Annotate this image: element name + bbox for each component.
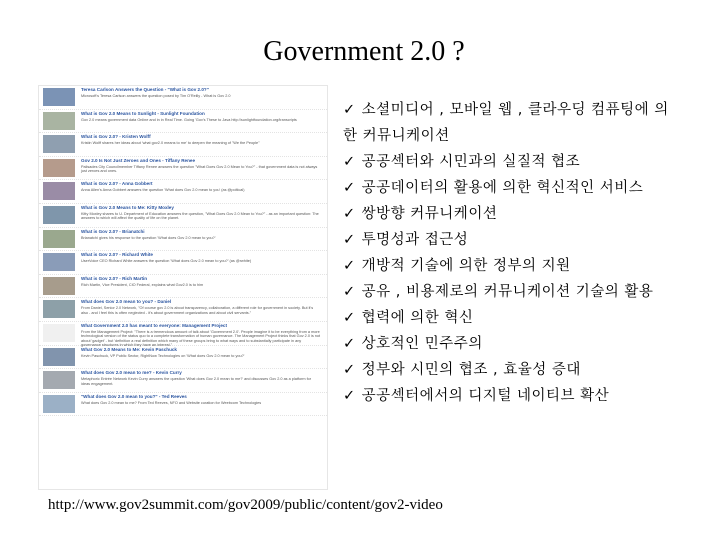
source-url[interactable]: http://www.gov2summit.com/gov2009/public/content/gov2-video — [48, 497, 443, 513]
bullet-item — [343, 227, 683, 253]
video-entry[interactable] — [39, 110, 327, 134]
video-entry[interactable] — [39, 157, 327, 181]
slide-title: Government 2.0 ? — [263, 36, 465, 67]
bullet-text: 공유 , 비용제로의 커뮤니케이션 기술의 활용 — [361, 284, 654, 300]
video-entry[interactable] — [39, 180, 327, 204]
bullet-text: 투명성과 접근성 — [361, 232, 469, 248]
video-entry[interactable] — [39, 228, 327, 252]
checkmark-icon: ✓ — [343, 336, 356, 352]
bullet-item — [343, 97, 683, 149]
video-description: Palisades City Councilmember Tiffany Renee answers the question "What Does Gov 2.0 Mean to You?" - that government data is not always just zeroes and ones. — [81, 164, 318, 174]
bullet-item — [343, 253, 683, 279]
checkmark-icon: ✓ — [343, 388, 356, 404]
video-description: Metaphoric Entrée Network Kevin Curry answers the question 'What does Gov 2.0 mean to me?' and discusses Gov 2.0 as a platform for ideas engagement. — [81, 377, 312, 386]
video-entry[interactable] — [39, 298, 327, 322]
video-entry[interactable] — [39, 369, 327, 393]
video-title-link[interactable]: What Government 2.0 has meant to everyone: Management Project — [81, 322, 228, 328]
bullet-text: 개방적 기술에 의한 정부의 지원 — [361, 258, 571, 274]
checkmark-icon: ✓ — [343, 102, 356, 118]
video-description: Microsoft's Teresa Carlson answers the question posed by Tim O'Reilly - What is Gov 2.0 — [81, 94, 231, 98]
video-entry[interactable] — [39, 251, 327, 275]
video-title-link[interactable]: What does Gov 2.0 mean to me? - Kevin Curry — [81, 370, 182, 376]
video-title-link[interactable]: What is Gov 2.0? - Brianatchi — [81, 228, 145, 234]
video-description: Rich Martin, Vice President, CIO Federal, explains what Gov2.0 is to him — [81, 282, 204, 287]
video-entry[interactable] — [39, 393, 327, 417]
video-description: Kristin Wolff shares her ideas about 'what gov2.0 means to me' to deepen the meaning of "We the People" — [81, 141, 260, 146]
video-thumbnail[interactable] — [43, 206, 75, 224]
video-thumbnail[interactable] — [43, 159, 75, 177]
video-entry[interactable] — [39, 322, 327, 346]
checkmark-icon: ✓ — [343, 284, 356, 300]
video-entry[interactable] — [39, 86, 327, 110]
bullet-text: 정부와 시민의 협조 , 효율성 증대 — [361, 362, 581, 378]
video-thumbnail[interactable] — [43, 88, 75, 106]
video-description: Kevin Paschuck, VP Public Sector, RightNow Technologies on 'What does Gov 2.0 mean to you?' — [81, 353, 245, 358]
video-title-link[interactable]: What is Gov 2.0? - Rich Martin — [81, 275, 148, 281]
video-description: What does Gov 2.0 mean to me? From Ted Reeves, NFO and Website curation for Weebcom Technologies — [81, 400, 262, 405]
bullet-list — [343, 97, 683, 409]
video-title-link[interactable]: "What does Gov 2.0 mean to you?" - Ted Reeves — [81, 393, 187, 399]
video-title-link[interactable]: What is Gov 2.0 Means to Sunlight - Sunlight Foundation — [81, 110, 205, 116]
video-title-link[interactable]: What does Gov 2.0 mean to you? - Daniel — [81, 299, 172, 305]
video-entry[interactable] — [39, 133, 327, 157]
checkmark-icon: ✓ — [343, 258, 356, 274]
bullet-item — [343, 279, 683, 305]
video-title-link[interactable]: What is Gov 2.0? - Richard White — [81, 252, 153, 258]
checkmark-icon: ✓ — [343, 310, 356, 326]
video-title-link[interactable]: What is Gov 2.0? - Kristen Wolff — [81, 134, 151, 140]
video-thumbnail[interactable] — [43, 182, 75, 200]
bullet-item — [343, 201, 683, 227]
video-thumbnail[interactable] — [43, 395, 75, 413]
checkmark-icon: ✓ — [343, 232, 356, 248]
bullet-text: 공공데이터의 활용에 의한 혁신적인 서비스 — [361, 180, 644, 196]
video-entry[interactable] — [39, 346, 327, 370]
bullet-item — [343, 383, 683, 409]
bullet-text: 공공섹터와 시민과의 실질적 협조 — [361, 154, 581, 170]
video-entry[interactable] — [39, 275, 327, 299]
video-description: From Daniel, Senior 2.0 Network, "Of course gov 2.0 is about transparency, collaboration, a different role for government in society. But it's also - and I feel this is often neglected - it's about government organizations and about civil servants." — [81, 306, 314, 315]
video-title-link[interactable]: What Gov 2.0 Means to Me: Kevin Paschuck — [81, 346, 177, 352]
video-thumbnail[interactable] — [43, 135, 75, 153]
checkmark-icon: ✓ — [343, 362, 356, 378]
bullet-item — [343, 175, 683, 201]
checkmark-icon: ✓ — [343, 206, 356, 222]
bullet-text: 협력에 의한 혁신 — [361, 310, 474, 326]
video-description: Gov 2.0 means government data Online and in in Real Time. Going 'Gov's These to Java http://sunlightfoundation.org/transcripts — [81, 117, 297, 122]
video-entry[interactable] — [39, 204, 327, 228]
bullet-item — [343, 331, 683, 357]
video-list-screenshot — [38, 85, 328, 490]
video-thumbnail[interactable] — [43, 253, 75, 271]
video-description: From the Management Project: "There is a tremendous amount of talk about 'Government 2.0'. People imagine it to be everything from a more technological version of the status quo to a complete transformation of human governance. The Management Project thinks that Gov 2.0 is not about 'gadget' - but 'definition a real definition which many of these groups bring to what ways and to substantially participate in any governance structures in which they have an interest." — [81, 329, 321, 348]
video-thumbnail[interactable] — [43, 300, 75, 318]
bullet-item — [343, 357, 683, 383]
bullet-text: 공공섹터에서의 디지털 네이티브 확산 — [361, 388, 610, 404]
bullet-text: 쌍방향 커뮤니케이션 — [361, 206, 498, 222]
video-title-link[interactable]: What is Gov 2.0? - Anna Gobbert — [81, 181, 153, 187]
video-thumbnail[interactable] — [43, 230, 75, 248]
video-thumbnail[interactable] — [43, 324, 75, 342]
bullet-item — [343, 149, 683, 175]
video-title-link[interactable]: Gov 2.0 Is Not Just Zeroes and Ones - Tiffany Renee — [81, 157, 196, 163]
bullet-text: 상호적인 민주주의 — [361, 336, 483, 352]
video-thumbnail[interactable] — [43, 277, 75, 295]
video-description: UserVoice CEO Richard White answers the question 'What does Gov 2.0 mean to you?' (as @rwhite) — [81, 259, 252, 264]
video-description: Anna Allen's Anna Gobbert answers the question 'What does Gov 2.0 mean to you' (as @poltical) — [81, 188, 245, 193]
checkmark-icon: ✓ — [343, 154, 356, 170]
bullet-text: 소셜미디어 , 모바일 웹 , 클라우딩 컴퓨팅에 의한 커뮤니케이션 — [343, 102, 669, 144]
video-title-link[interactable]: What is Gov 2.0 Means to Me: Kitty Moxley — [81, 204, 174, 210]
video-description: Kitty Moxley shares to U. Department of Education answers the question, "What Does Gov 2.0 Mean to You?" - as an important question: The answers to which will affect the quality of life on the planet. — [81, 211, 319, 221]
checkmark-icon: ✓ — [343, 180, 356, 196]
bullet-item — [343, 305, 683, 331]
video-description: Brianatchi gives his response to the question 'What does Gov 2.0 mean to you?' — [81, 235, 216, 240]
video-title-link[interactable]: Teresa Carlson Answers the Question - "What is Gov 2.0?" — [81, 87, 209, 92]
video-thumbnail[interactable] — [43, 112, 75, 130]
video-thumbnail[interactable] — [43, 348, 75, 366]
video-thumbnail[interactable] — [43, 371, 75, 389]
